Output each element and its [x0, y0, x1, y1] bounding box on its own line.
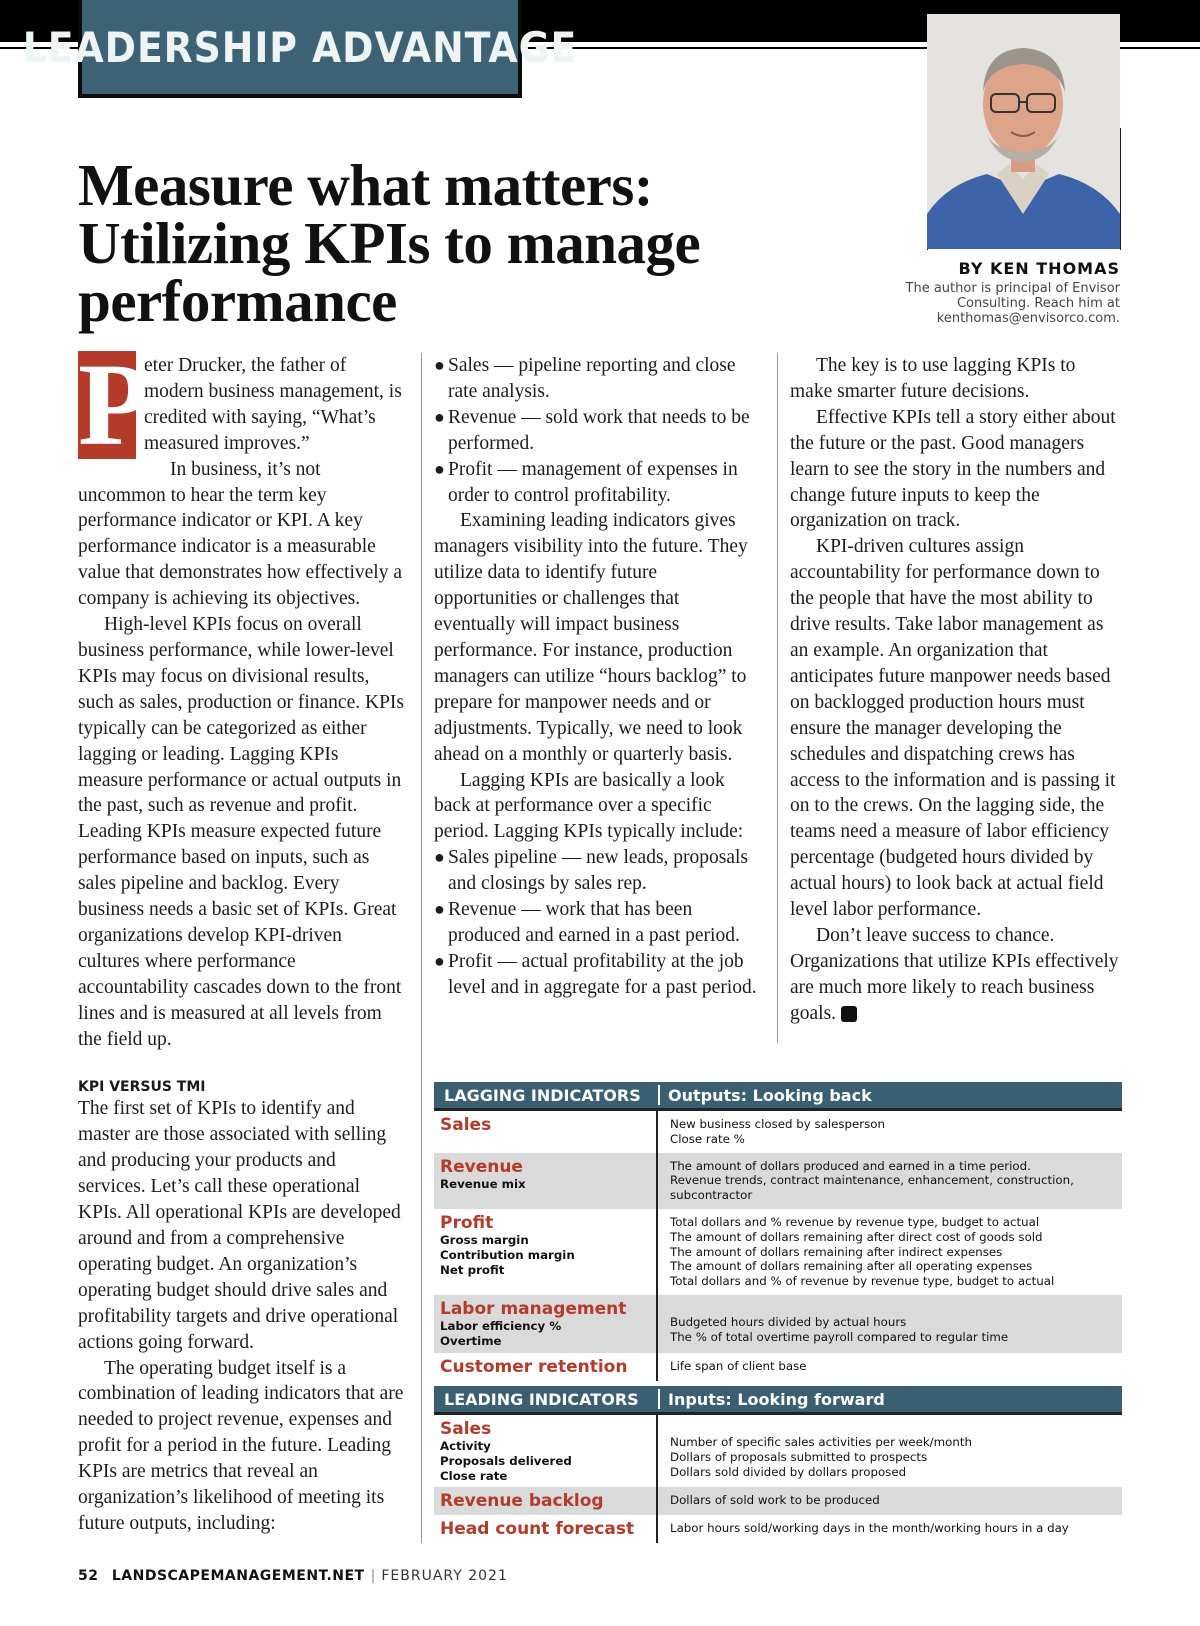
lagging-indicators-table	[434, 1082, 1122, 1381]
table-header-right: Inputs: Looking forward	[668, 1389, 885, 1409]
bullet-item: ● Profit — management of expenses in order to control profitability.	[434, 457, 764, 509]
row-category: Labor management	[440, 1298, 627, 1319]
table-header	[434, 1386, 1122, 1415]
bullet-icon: ●	[434, 355, 445, 375]
bullet-item: ● Sales pipeline — new leads, proposals and closings by sales rep.	[434, 845, 764, 897]
paragraph: Examining leading indicators gives managers visibility into the future. They utilize data to identify future opportunities or challenges that eventually will impact business performance. For instance, production managers can utilize “hours backlog” to prepare for manpower needs and or adjustments. Typically, we need to look ahead on a monthly or quarterly basis.	[434, 510, 748, 765]
row-description: Life span of client base	[670, 1358, 807, 1373]
section-banner	[22, 0, 578, 98]
headline-line-1: Measure what matters:	[78, 152, 653, 218]
issue-date: FEBRUARY 2021	[381, 1568, 508, 1584]
paragraph: In business, it’s not uncommon to hear the term key performance indicator or KPI. A key performance indicator is a measurable value that demonstrates how effectively a company is achieving its objectives.	[78, 458, 402, 610]
table-row	[434, 1353, 1122, 1381]
drop-cap: P	[78, 339, 151, 470]
bullet-icon: ●	[434, 899, 445, 920]
row-description: Total dollars and % revenue by revenue type, budget to actual The amount of dollars remaining after direct cost of goods sold The amount of dollars remaining after indirect expenses The amount of dollars remaining after all operating expenses Total dollars and % of revenue by revenue type, budget to actual	[670, 1214, 1055, 1289]
row-category: Sales	[440, 1419, 492, 1439]
row-subcategories: Revenue mix	[440, 1176, 526, 1191]
column-rule-1	[421, 353, 422, 1543]
row-category: Customer retention	[440, 1356, 628, 1377]
author-photo	[927, 14, 1120, 249]
row-category: Head count forecast	[440, 1519, 635, 1540]
table-row	[434, 1487, 1122, 1515]
row-subcategories: Gross margin Contribution margin Net profit	[440, 1232, 575, 1277]
row-description: Budgeted hours divided by actual hours The % of total overtime payroll compared to regular time	[670, 1314, 1009, 1344]
row-description: Number of specific sales activities per week/month Dollars of proposals submitted to prospects Dollars sold divided by dollars proposed	[670, 1435, 972, 1479]
row-category: Revenue backlog	[440, 1491, 604, 1512]
paragraph: Effective KPIs tell a story either about the future or the past. Good managers learn to see the story in the numbers and change future inputs to keep the organization on track.	[790, 406, 1116, 532]
row-subcategories: Labor efficiency % Overtime	[440, 1318, 562, 1348]
paragraph: KPI-driven cultures assign accountability for performance down to the people that have the most ability to drive results. Take labor management as an example. An organization that anticipates future manpower needs based on backlogged production hours must ensure the manager developing the schedules and dispatching crews has access to the information and is passing it on to the crews. On the lagging side, the teams need a measure of labor efficiency percentage (budgeted hours divided by actual hours) to look back at actual field level labor performance.	[790, 536, 1116, 921]
bullet-icon: ●	[434, 458, 445, 479]
article-column-2	[434, 353, 764, 1001]
headline-line-3: performance	[78, 268, 397, 334]
table-header-left: LAGGING INDICATORS	[444, 1085, 641, 1105]
table-row	[434, 1415, 1122, 1487]
row-subcategories: Activity Proposals delivered Close rate	[440, 1439, 572, 1483]
row-category: Revenue	[440, 1156, 523, 1177]
photo-frame-right	[1120, 128, 1121, 250]
leading-indicators-table	[434, 1386, 1122, 1543]
article-column-3	[790, 353, 1120, 1027]
row-description: Dollars of sold work to be produced	[670, 1493, 880, 1508]
bullet-icon: ●	[434, 847, 445, 868]
paragraph: High-level KPIs focus on overall business performance, while lower-level KPIs may focus on divisional results, such as sales, production or finance. KPIs typically can be categorized as either lagging or leading. Lagging KPIs measure performance or actual outputs in the past, such as revenue and profit. Leading KPIs measure expected future performance based on inputs, such as sales pipeline and backlog. Every business needs a basic set of KPIs. Great organizations develop KPI-driven cultures where performance accountability cascades down to the front lines and is measured at all levels from the field up.	[78, 614, 405, 1050]
table-header-left: LEADING INDICATORS	[444, 1389, 639, 1409]
headline-line-2: Utilizing KPIs to manage	[78, 210, 701, 276]
article-column-1	[78, 339, 408, 1537]
row-category: Sales	[440, 1115, 492, 1135]
table-row	[434, 1295, 1122, 1353]
table-row	[434, 1153, 1122, 1209]
row-description: Labor hours sold/working days in the month/working hours in a day	[670, 1521, 1069, 1536]
paragraph: The key is to use lagging KPIs to make smarter future decisions.	[790, 355, 1076, 402]
author-bio: The author is principal of Envisor Consulting. Reach him at kenthomas@envisorco.com.	[905, 281, 1120, 326]
table-header-right: Outputs: Looking back	[668, 1085, 872, 1105]
author-portrait-image	[927, 14, 1120, 249]
column-rule-2	[777, 353, 778, 1043]
bullet-item: ● Sales — pipeline reporting and close rate analysis.	[434, 353, 764, 405]
paragraph: The first set of KPIs to identify and master are those associated with selling and producing your products and services. Let’s call these operational KPIs. All operational KPIs are developed around and from a comprehensive operating budget. An organization’s operating budget should drive sales and profitability targets and drive operational actions going forward.	[78, 1098, 401, 1353]
row-description: The amount of dollars produced and earned in a time period. Revenue trends, contract maintenance, enhancement, construction, subcontractor	[670, 1158, 1074, 1203]
footer-divider: |	[370, 1568, 376, 1584]
bullet-item: ● Revenue — work that has been produced and earned in a past period.	[434, 897, 764, 949]
table-row	[434, 1209, 1122, 1295]
bullet-item: ● Profit — actual profitability at the job level and in aggregate for a past period.	[434, 949, 764, 1001]
page-number: 52	[78, 1568, 99, 1584]
table-header	[434, 1082, 1122, 1111]
headline	[78, 152, 798, 334]
byline: BY KEN THOMAS	[958, 259, 1120, 278]
paragraph: Lagging KPIs are basically a look back at performance over a specific period. Lagging KPIs typically include:	[434, 769, 744, 843]
end-mark-icon: LM	[841, 1006, 857, 1022]
table-row	[434, 1111, 1122, 1153]
bullet-icon: ●	[434, 950, 445, 971]
page-footer	[78, 1568, 508, 1584]
row-category: Profit	[440, 1212, 494, 1233]
section-banner-text: LEADERSHIP ADVANTAGE	[22, 22, 578, 72]
table-row	[434, 1515, 1122, 1543]
site-name: LANDSCAPEMANAGEMENT.NET	[111, 1568, 365, 1584]
section-subhead: KPI VERSUS TMI	[78, 1079, 206, 1096]
paragraph: The operating budget itself is a combination of leading indicators that are needed to project revenue, expenses and profit for a period in the future. Leading KPIs are metrics that reveal an organization’s likelihood of meeting its future outputs, including:	[78, 1357, 404, 1534]
paragraph: P eter Drucker, the father of modern business management, is credited with saying, “What’s measured improves.”	[78, 339, 402, 470]
paragraph: Don’t leave success to chance. Organizations that utilize KPIs effectively are much more likely to reach business goals. LM	[790, 924, 1119, 1024]
bullet-item: ● Revenue — sold work that needs to be performed.	[434, 405, 764, 457]
row-description: New business closed by salesperson Close rate %	[670, 1117, 885, 1146]
bullet-icon: ●	[434, 406, 445, 427]
